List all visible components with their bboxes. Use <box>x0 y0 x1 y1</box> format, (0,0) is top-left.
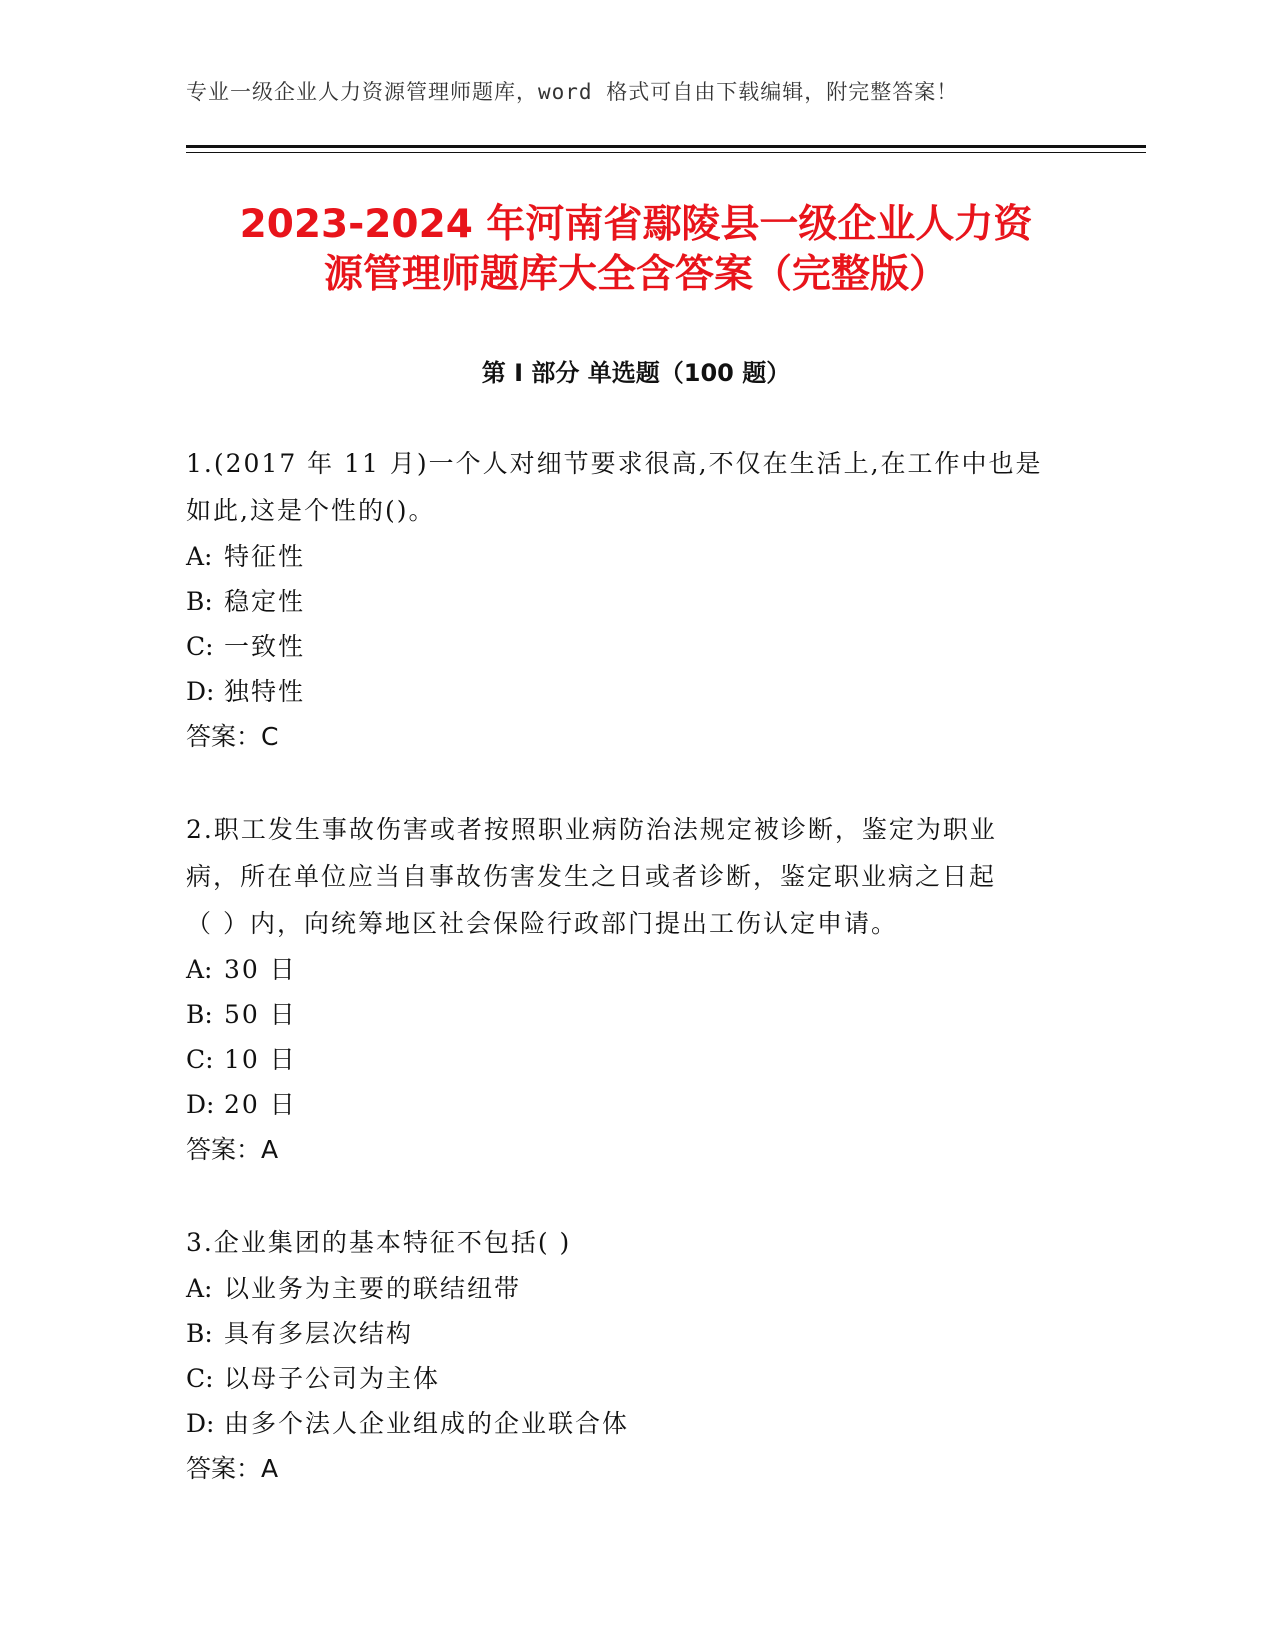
option-label: A: <box>186 955 213 984</box>
section-heading: 第 I 部分 单选题（100 题） <box>481 359 791 387</box>
option-label: D: <box>186 1409 215 1438</box>
option-a <box>186 947 1086 992</box>
option-text: 独特性 <box>224 677 306 706</box>
option-text: 具有多层次结构 <box>224 1319 414 1348</box>
option-text: 以业务为主要的联结纽带 <box>224 1274 522 1303</box>
question-3 <box>186 1219 1086 1492</box>
option-label: C: <box>186 1045 214 1074</box>
option-text: 10 日 <box>224 1045 297 1074</box>
question-2 <box>186 806 1086 1173</box>
title-line-1: 2023-2024 年河南省鄢陵县一级企业人力资 <box>239 202 1033 247</box>
option-label: A: <box>186 542 213 571</box>
option-label: C: <box>186 632 214 661</box>
option-label: D: <box>186 677 215 706</box>
question-stem-line: 如此,这是个性的()。 <box>186 496 436 525</box>
option-label: B: <box>186 1000 213 1029</box>
option-text: 30 日 <box>224 955 297 984</box>
option-label: A: <box>186 1274 213 1303</box>
question-stem-line: 3.企业集团的基本特征不包括( ) <box>186 1228 572 1257</box>
option-a <box>186 534 1086 579</box>
document-title <box>186 200 1086 300</box>
option-label: B: <box>186 1319 213 1348</box>
option-b <box>186 1311 1086 1356</box>
option-text: 一致性 <box>224 632 306 661</box>
answer-line: 答案：C <box>186 722 279 751</box>
answer-line: 答案：A <box>186 1454 279 1483</box>
option-c <box>186 1356 1086 1401</box>
option-c <box>186 624 1086 669</box>
option-text: 50 日 <box>224 1000 297 1029</box>
page-header: 专业一级企业人力资源管理师题库，word 格式可自由下载编辑，附完整答案！ <box>186 80 959 104</box>
question-stem-line: 1.(2017 年 11 月)一个人对细节要求很高,不仅在生活上,在工作中也是 <box>186 449 1043 478</box>
question-stem-line: （ ）内，向统筹地区社会保险行政部门提出工伤认定申请。 <box>186 909 898 938</box>
question-stem-line: 2.职工发生事故伤害或者按照职业病防治法规定被诊断，鉴定为职业 <box>186 815 997 844</box>
header-divider-thin <box>186 152 1146 153</box>
option-d <box>186 1082 1086 1127</box>
option-label: C: <box>186 1364 214 1393</box>
option-d <box>186 669 1086 714</box>
option-b <box>186 579 1086 624</box>
option-d <box>186 1401 1086 1446</box>
option-text: 以母子公司为主体 <box>224 1364 441 1393</box>
question-stem-line: 病，所在单位应当自事故伤害发生之日或者诊断，鉴定职业病之日起 <box>186 862 997 891</box>
question-1 <box>186 440 1086 760</box>
option-text: 特征性 <box>224 542 306 571</box>
option-text: 稳定性 <box>224 587 306 616</box>
header-divider-thick <box>186 145 1146 148</box>
option-b <box>186 992 1086 1037</box>
option-label: D: <box>186 1090 215 1119</box>
answer-line: 答案：A <box>186 1135 279 1164</box>
option-text: 20 日 <box>224 1090 297 1119</box>
option-text: 由多个法人企业组成的企业联合体 <box>224 1409 630 1438</box>
question-list <box>186 440 1086 1538</box>
title-line-2: 源管理师题库大全含答案（完整版） <box>323 252 948 297</box>
option-label: B: <box>186 587 213 616</box>
option-a <box>186 1266 1086 1311</box>
option-c <box>186 1037 1086 1082</box>
